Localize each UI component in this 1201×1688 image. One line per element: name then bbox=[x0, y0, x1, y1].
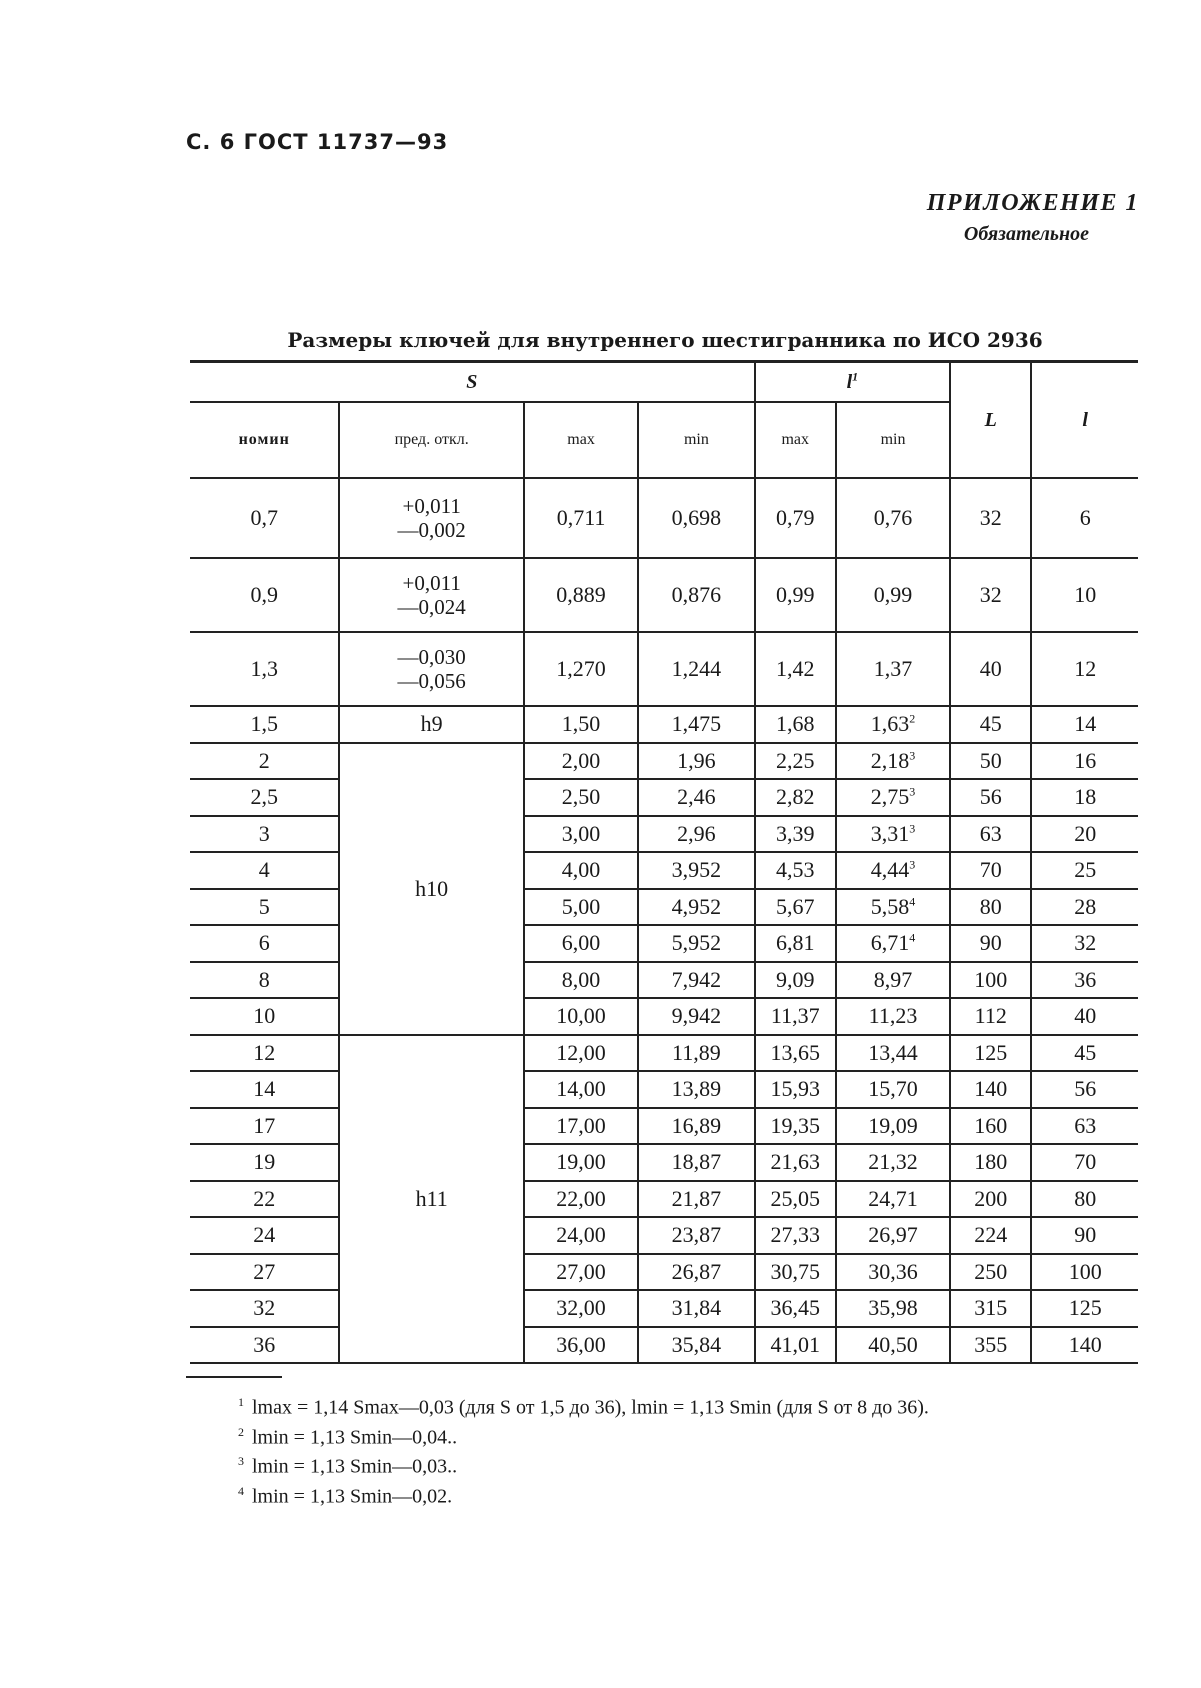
cell-l1-max: 1,42 bbox=[755, 632, 836, 706]
cell-nomin: 17 bbox=[190, 1108, 339, 1145]
cell-l1-min bbox=[836, 962, 950, 999]
cell-tolerance: h9 bbox=[339, 706, 524, 743]
cell-s-min: 35,84 bbox=[638, 1327, 754, 1364]
cell-s-max: 1,270 bbox=[524, 632, 638, 706]
tolerance-lower: —0,002 bbox=[397, 518, 466, 542]
table-row bbox=[190, 925, 1138, 962]
footnote-1 bbox=[186, 1390, 1134, 1420]
cell-L: 200 bbox=[950, 1181, 1031, 1218]
l1-min-footnote-ref: 4 bbox=[909, 930, 916, 945]
cell-l1-max: 4,53 bbox=[755, 852, 836, 889]
dimensions-table bbox=[190, 360, 1138, 1364]
cell-l: 40 bbox=[1031, 998, 1138, 1035]
l1-min-value: 13,44 bbox=[868, 1039, 918, 1065]
cell-nomin: 10 bbox=[190, 998, 339, 1035]
cell-s-min: 9,942 bbox=[638, 998, 754, 1035]
footnote-rule bbox=[186, 1376, 282, 1378]
cell-L: 250 bbox=[950, 1254, 1031, 1291]
cell-s-max: 27,00 bbox=[524, 1254, 638, 1291]
cell-l1-min bbox=[836, 1181, 950, 1218]
cell-s-max: 12,00 bbox=[524, 1035, 638, 1072]
cell-s-min: 31,84 bbox=[638, 1290, 754, 1327]
table-row bbox=[190, 1217, 1138, 1254]
cell-l1-max: 2,82 bbox=[755, 779, 836, 816]
cell-nomin: 32 bbox=[190, 1290, 339, 1327]
cell-l: 80 bbox=[1031, 1181, 1138, 1218]
cell-L: 56 bbox=[950, 779, 1031, 816]
header-s-max: max bbox=[524, 402, 638, 478]
cell-L: 112 bbox=[950, 998, 1031, 1035]
cell-l1-min bbox=[836, 743, 950, 780]
cell-nomin: 1,5 bbox=[190, 706, 339, 743]
cell-l: 10 bbox=[1031, 558, 1138, 632]
header-L: L bbox=[950, 362, 1031, 479]
l1-min-value: 5,58 bbox=[870, 893, 910, 919]
cell-l: 6 bbox=[1031, 478, 1138, 558]
cell-nomin: 1,3 bbox=[190, 632, 339, 706]
footnote-number: 4 bbox=[238, 1483, 244, 1498]
cell-tolerance bbox=[339, 478, 524, 558]
cell-nomin: 6 bbox=[190, 925, 339, 962]
cell-l1-max: 9,09 bbox=[755, 962, 836, 999]
cell-l1-max: 36,45 bbox=[755, 1290, 836, 1327]
cell-s-max: 0,889 bbox=[524, 558, 638, 632]
cell-s-max: 8,00 bbox=[524, 962, 638, 999]
l1-min-value: 6,71 bbox=[870, 930, 910, 956]
cell-s-max: 17,00 bbox=[524, 1108, 638, 1145]
cell-L: 32 bbox=[950, 558, 1031, 632]
cell-L: 140 bbox=[950, 1071, 1031, 1108]
cell-l1-min bbox=[836, 706, 950, 743]
cell-L: 80 bbox=[950, 889, 1031, 926]
cell-s-max: 10,00 bbox=[524, 998, 638, 1035]
table-row bbox=[190, 743, 1138, 780]
l1-min-value: 2,75 bbox=[870, 784, 910, 810]
cell-l: 125 bbox=[1031, 1290, 1138, 1327]
table-row bbox=[190, 706, 1138, 743]
cell-l1-max: 25,05 bbox=[755, 1181, 836, 1218]
cell-l1-min bbox=[836, 998, 950, 1035]
cell-s-min: 23,87 bbox=[638, 1217, 754, 1254]
l1-min-footnote-ref: 3 bbox=[909, 784, 916, 799]
footnote-number: 1 bbox=[238, 1395, 244, 1409]
cell-l: 20 bbox=[1031, 816, 1138, 853]
appendix-title: ПРИЛОЖЕНИЕ 1 bbox=[926, 190, 1139, 216]
cell-s-max: 4,00 bbox=[524, 852, 638, 889]
footnote-text: lmin = 1,13 Smin—0,02. bbox=[252, 1485, 453, 1508]
table-row bbox=[190, 1254, 1138, 1291]
cell-s-min: 18,87 bbox=[638, 1144, 754, 1181]
cell-l1-max: 19,35 bbox=[755, 1108, 836, 1145]
cell-nomin: 14 bbox=[190, 1071, 339, 1108]
cell-L: 63 bbox=[950, 816, 1031, 853]
l1-min-value: 0,76 bbox=[873, 505, 913, 530]
cell-l1-min bbox=[836, 1217, 950, 1254]
cell-l: 100 bbox=[1031, 1254, 1138, 1291]
table-row bbox=[190, 1108, 1138, 1145]
cell-s-min: 21,87 bbox=[638, 1181, 754, 1218]
cell-l1-max: 13,65 bbox=[755, 1035, 836, 1072]
cell-s-min: 26,87 bbox=[638, 1254, 754, 1291]
cell-l1-max: 2,25 bbox=[755, 743, 836, 780]
cell-s-max: 0,711 bbox=[524, 478, 638, 558]
footnote-number: 3 bbox=[238, 1454, 244, 1469]
cell-nomin: 22 bbox=[190, 1181, 339, 1218]
cell-l: 140 bbox=[1031, 1327, 1138, 1364]
header-group-l1-label: l bbox=[846, 370, 853, 393]
cell-l1-min bbox=[836, 1108, 950, 1145]
cell-l: 12 bbox=[1031, 632, 1138, 706]
footnote-number: 2 bbox=[238, 1424, 244, 1439]
cell-s-min: 7,942 bbox=[638, 962, 754, 999]
footnote-text: lmin = 1,13 Smin—0,03.. bbox=[252, 1455, 458, 1478]
cell-l: 18 bbox=[1031, 779, 1138, 816]
l1-min-value: 30,36 bbox=[868, 1258, 918, 1284]
cell-s-max: 14,00 bbox=[524, 1071, 638, 1108]
cell-l1-max: 41,01 bbox=[755, 1327, 836, 1364]
cell-l1-min bbox=[836, 632, 950, 706]
cell-s-min: 2,96 bbox=[638, 816, 754, 853]
cell-nomin: 8 bbox=[190, 962, 339, 999]
cell-l1-min bbox=[836, 889, 950, 926]
cell-tolerance bbox=[339, 558, 524, 632]
l1-min-value: 11,23 bbox=[868, 1003, 918, 1029]
table-row bbox=[190, 1144, 1138, 1181]
cell-nomin: 2,5 bbox=[190, 779, 339, 816]
cell-l: 63 bbox=[1031, 1108, 1138, 1145]
tolerance-upper: +0,011 bbox=[402, 494, 461, 518]
cell-L: 90 bbox=[950, 925, 1031, 962]
footnote-3 bbox=[186, 1449, 1134, 1479]
cell-l: 16 bbox=[1031, 743, 1138, 780]
cell-l: 70 bbox=[1031, 1144, 1138, 1181]
cell-s-max: 6,00 bbox=[524, 925, 638, 962]
table-row bbox=[190, 998, 1138, 1035]
l1-min-value: 21,32 bbox=[868, 1149, 918, 1175]
footnote-2 bbox=[186, 1420, 1134, 1450]
cell-l1-min bbox=[836, 1144, 950, 1181]
l1-min-value: 3,31 bbox=[870, 820, 910, 846]
page-header: С. 6 ГОСТ 11737—93 bbox=[186, 130, 449, 154]
cell-l1-max: 11,37 bbox=[755, 998, 836, 1035]
cell-nomin: 27 bbox=[190, 1254, 339, 1291]
cell-l1-min bbox=[836, 478, 950, 558]
cell-s-max: 22,00 bbox=[524, 1181, 638, 1218]
cell-l: 56 bbox=[1031, 1071, 1138, 1108]
footnotes bbox=[186, 1390, 1134, 1509]
cell-l1-max: 21,63 bbox=[755, 1144, 836, 1181]
cell-l1-max: 15,93 bbox=[755, 1071, 836, 1108]
cell-l: 36 bbox=[1031, 962, 1138, 999]
cell-nomin: 36 bbox=[190, 1327, 339, 1364]
cell-nomin: 19 bbox=[190, 1144, 339, 1181]
tolerance-lower: —0,024 bbox=[397, 595, 466, 619]
cell-L: 70 bbox=[950, 852, 1031, 889]
cell-s-max: 24,00 bbox=[524, 1217, 638, 1254]
cell-s-min: 16,89 bbox=[638, 1108, 754, 1145]
tolerance-lower: —0,056 bbox=[397, 669, 466, 693]
table-row bbox=[190, 852, 1138, 889]
cell-s-min: 11,89 bbox=[638, 1035, 754, 1072]
l1-min-footnote-ref: 2 bbox=[909, 711, 916, 726]
table-row bbox=[190, 816, 1138, 853]
l1-min-value: 2,18 bbox=[870, 747, 910, 773]
cell-L: 180 bbox=[950, 1144, 1031, 1181]
header-group-s: S bbox=[190, 362, 755, 403]
header-tolerance: пред. откл. bbox=[339, 402, 524, 478]
l1-min-footnote-ref: 3 bbox=[909, 857, 916, 872]
cell-l: 14 bbox=[1031, 706, 1138, 743]
cell-nomin: 12 bbox=[190, 1035, 339, 1072]
table-row bbox=[190, 558, 1138, 632]
cell-l1-min bbox=[836, 852, 950, 889]
l1-min-value: 1,63 bbox=[870, 711, 910, 737]
cell-l: 25 bbox=[1031, 852, 1138, 889]
l1-min-value: 1,37 bbox=[873, 656, 913, 681]
header-group-l1-sup: 1 bbox=[852, 368, 859, 383]
cell-l1-max: 1,68 bbox=[755, 706, 836, 743]
cell-L: 224 bbox=[950, 1217, 1031, 1254]
cell-nomin: 2 bbox=[190, 743, 339, 780]
cell-nomin: 5 bbox=[190, 889, 339, 926]
cell-nomin: 4 bbox=[190, 852, 339, 889]
header-nomin: номин bbox=[190, 402, 339, 478]
cell-l: 32 bbox=[1031, 925, 1138, 962]
cell-s-max: 36,00 bbox=[524, 1327, 638, 1364]
cell-s-max: 2,00 bbox=[524, 743, 638, 780]
cell-s-min: 1,244 bbox=[638, 632, 754, 706]
cell-s-max: 19,00 bbox=[524, 1144, 638, 1181]
cell-tolerance-h10: h10 bbox=[339, 743, 524, 1035]
cell-nomin: 3 bbox=[190, 816, 339, 853]
cell-l1-max: 3,39 bbox=[755, 816, 836, 853]
cell-s-min: 1,475 bbox=[638, 706, 754, 743]
l1-min-footnote-ref: 3 bbox=[909, 821, 916, 836]
cell-l1-min bbox=[836, 779, 950, 816]
cell-l1-min bbox=[836, 1290, 950, 1327]
cell-l1-min bbox=[836, 558, 950, 632]
table-row bbox=[190, 478, 1138, 558]
cell-l1-min bbox=[836, 1254, 950, 1291]
cell-l1-max: 30,75 bbox=[755, 1254, 836, 1291]
l1-min-footnote-ref: 3 bbox=[909, 748, 916, 763]
cell-L: 160 bbox=[950, 1108, 1031, 1145]
l1-min-value: 19,09 bbox=[868, 1112, 918, 1138]
table-body bbox=[190, 478, 1138, 1363]
cell-s-max: 5,00 bbox=[524, 889, 638, 926]
appendix-block bbox=[927, 190, 1139, 246]
cell-tolerance bbox=[339, 632, 524, 706]
cell-l1-min bbox=[836, 816, 950, 853]
header-group-l1 bbox=[755, 362, 951, 403]
cell-s-min: 0,698 bbox=[638, 478, 754, 558]
cell-l1-max: 6,81 bbox=[755, 925, 836, 962]
tolerance-upper: —0,030 bbox=[397, 645, 466, 669]
cell-L: 125 bbox=[950, 1035, 1031, 1072]
table-row bbox=[190, 962, 1138, 999]
cell-nomin: 0,7 bbox=[190, 478, 339, 558]
cell-l: 45 bbox=[1031, 1035, 1138, 1072]
table-row bbox=[190, 779, 1138, 816]
table-row bbox=[190, 1035, 1138, 1072]
cell-L: 45 bbox=[950, 706, 1031, 743]
table-row bbox=[190, 889, 1138, 926]
header-s-min: min bbox=[638, 402, 754, 478]
cell-l1-max: 0,79 bbox=[755, 478, 836, 558]
cell-s-max: 1,50 bbox=[524, 706, 638, 743]
cell-l1-min bbox=[836, 1071, 950, 1108]
cell-s-max: 3,00 bbox=[524, 816, 638, 853]
cell-s-min: 2,46 bbox=[638, 779, 754, 816]
cell-l: 28 bbox=[1031, 889, 1138, 926]
cell-l1-min bbox=[836, 1327, 950, 1364]
l1-min-value: 4,44 bbox=[870, 857, 910, 883]
cell-s-min: 3,952 bbox=[638, 852, 754, 889]
table-row bbox=[190, 1290, 1138, 1327]
cell-nomin: 0,9 bbox=[190, 558, 339, 632]
header-l: l bbox=[1031, 362, 1138, 479]
cell-l1-min bbox=[836, 1035, 950, 1072]
table-row bbox=[190, 1071, 1138, 1108]
cell-s-min: 5,952 bbox=[638, 925, 754, 962]
l1-min-value: 0,99 bbox=[873, 582, 913, 607]
footnote-text: lmax = 1,14 Smax—0,03 (для S от 1,5 до 36), lmin = 1,13 Smin (для S от 8 до 36). bbox=[252, 1396, 929, 1419]
cell-l1-min bbox=[836, 925, 950, 962]
table-title: Размеры ключей для внутреннего шестигранника по ИСО 2936 bbox=[287, 328, 1043, 352]
cell-L: 32 bbox=[950, 478, 1031, 558]
cell-l1-max: 5,67 bbox=[755, 889, 836, 926]
cell-L: 40 bbox=[950, 632, 1031, 706]
cell-l1-max: 27,33 bbox=[755, 1217, 836, 1254]
cell-L: 355 bbox=[950, 1327, 1031, 1364]
tolerance-upper: +0,011 bbox=[402, 571, 461, 595]
cell-s-min: 0,876 bbox=[638, 558, 754, 632]
table-row bbox=[190, 1327, 1138, 1364]
l1-min-footnote-ref: 4 bbox=[909, 894, 916, 909]
header-l1-max: max bbox=[755, 402, 836, 478]
table-row bbox=[190, 1181, 1138, 1218]
cell-L: 50 bbox=[950, 743, 1031, 780]
cell-s-min: 13,89 bbox=[638, 1071, 754, 1108]
cell-s-min: 1,96 bbox=[638, 743, 754, 780]
footnote-text: lmin = 1,13 Smin—0,04.. bbox=[252, 1426, 458, 1449]
l1-min-value: 15,70 bbox=[868, 1076, 918, 1102]
cell-l1-max: 0,99 bbox=[755, 558, 836, 632]
l1-min-value: 8,97 bbox=[873, 966, 913, 992]
cell-L: 100 bbox=[950, 962, 1031, 999]
l1-min-value: 35,98 bbox=[868, 1295, 918, 1321]
table-row bbox=[190, 632, 1138, 706]
footnote-4 bbox=[186, 1479, 1134, 1509]
cell-s-max: 32,00 bbox=[524, 1290, 638, 1327]
appendix-status: Обязательное bbox=[963, 223, 1089, 245]
l1-min-value: 26,97 bbox=[868, 1222, 918, 1248]
l1-min-value: 40,50 bbox=[868, 1331, 918, 1357]
cell-l: 90 bbox=[1031, 1217, 1138, 1254]
cell-s-min: 4,952 bbox=[638, 889, 754, 926]
l1-min-value: 24,71 bbox=[868, 1185, 918, 1211]
cell-nomin: 24 bbox=[190, 1217, 339, 1254]
header-l1-min: min bbox=[836, 402, 950, 478]
cell-L: 315 bbox=[950, 1290, 1031, 1327]
cell-s-max: 2,50 bbox=[524, 779, 638, 816]
cell-tolerance-h11: h11 bbox=[339, 1035, 524, 1364]
